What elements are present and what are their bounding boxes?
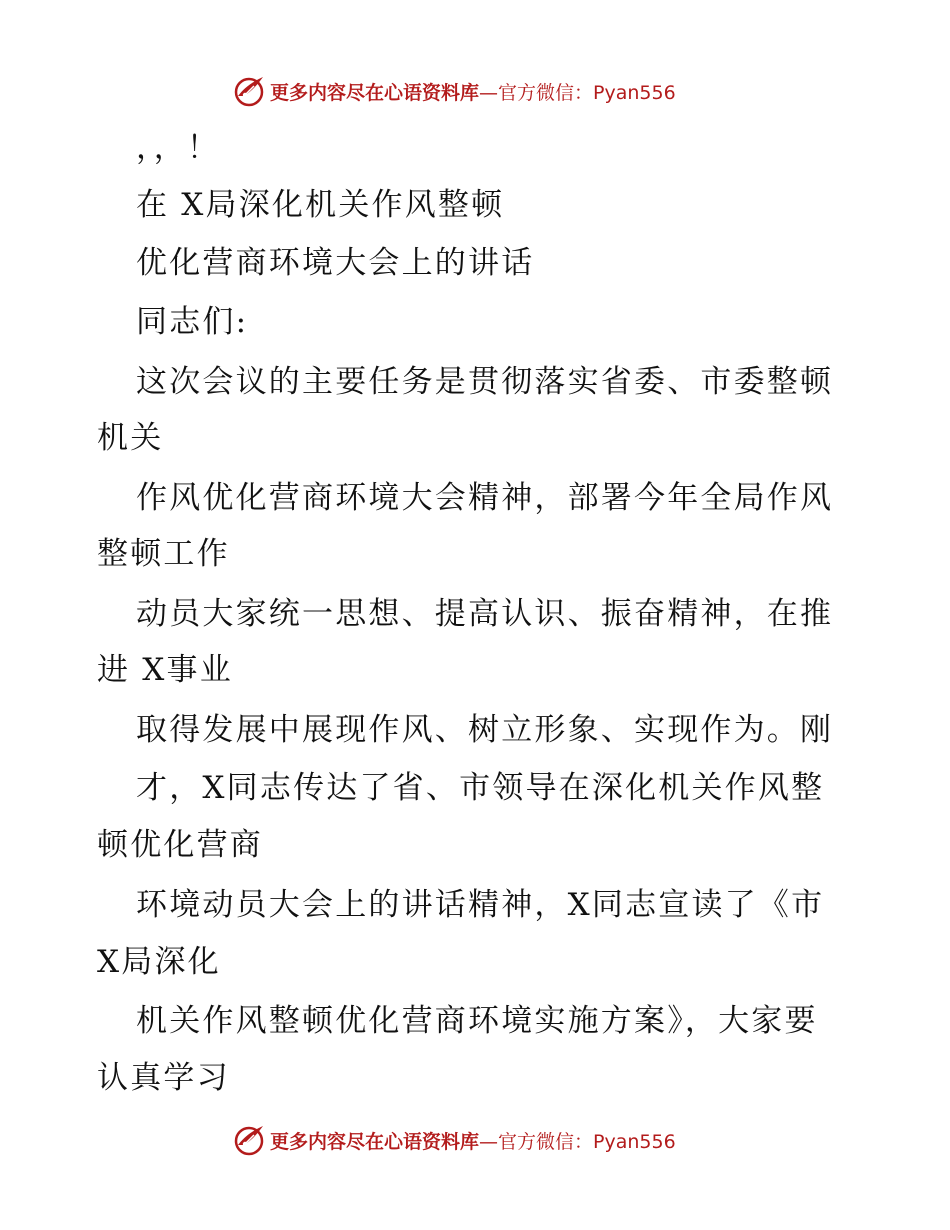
watermark-main-text: 更多内容尽在心语资料库 (270, 1130, 480, 1153)
text-line: 机关 (97, 420, 164, 456)
text-line: 整顿工作 (97, 536, 230, 572)
text-line: ，，！ (136, 130, 221, 166)
text-line: X局深化 (97, 944, 221, 980)
text-line: 机关作风整顿优化营商环境实施方案》，大家要 (136, 1003, 818, 1039)
text-line: 顿优化营商 (97, 827, 263, 863)
watermark-main-text: 更多内容尽在心语资料库 (270, 81, 480, 104)
text-line: 同志们: (136, 304, 249, 340)
footer-watermark (232, 1120, 676, 1160)
watermark-wechat-text: —官方微信：Pyan556 (479, 81, 676, 104)
text-line: 动员大家统一思想、提高认识、振奋精神，在推 (136, 596, 834, 632)
text-line: 取得发展中展现作风、树立形象、实现作为。刚 (136, 712, 834, 748)
watermark-wechat-text: —官方微信：Pyan556 (479, 1130, 676, 1153)
quill-in-circle-icon (232, 74, 266, 108)
text-line: 在 X局深化机关作风整顿 (136, 187, 505, 223)
text-line: 认真学习 (97, 1060, 230, 1096)
header-watermark (232, 71, 676, 111)
text-line: 进 X事业 (97, 652, 233, 688)
text-line: 这次会议的主要任务是贯彻落实省委、市委整顿 (136, 364, 834, 400)
text-line: 才，X同志传达了省、市领导在深化机关作风整 (136, 770, 825, 806)
text-line: 作风优化营商环境大会精神，部署今年全局作风 (136, 480, 834, 516)
text-line: 优化营商环境大会上的讲话 (136, 245, 535, 281)
quill-in-circle-icon (232, 1123, 266, 1157)
text-line: 环境动员大会上的讲话精神，X同志宣读了《市 (136, 887, 825, 923)
